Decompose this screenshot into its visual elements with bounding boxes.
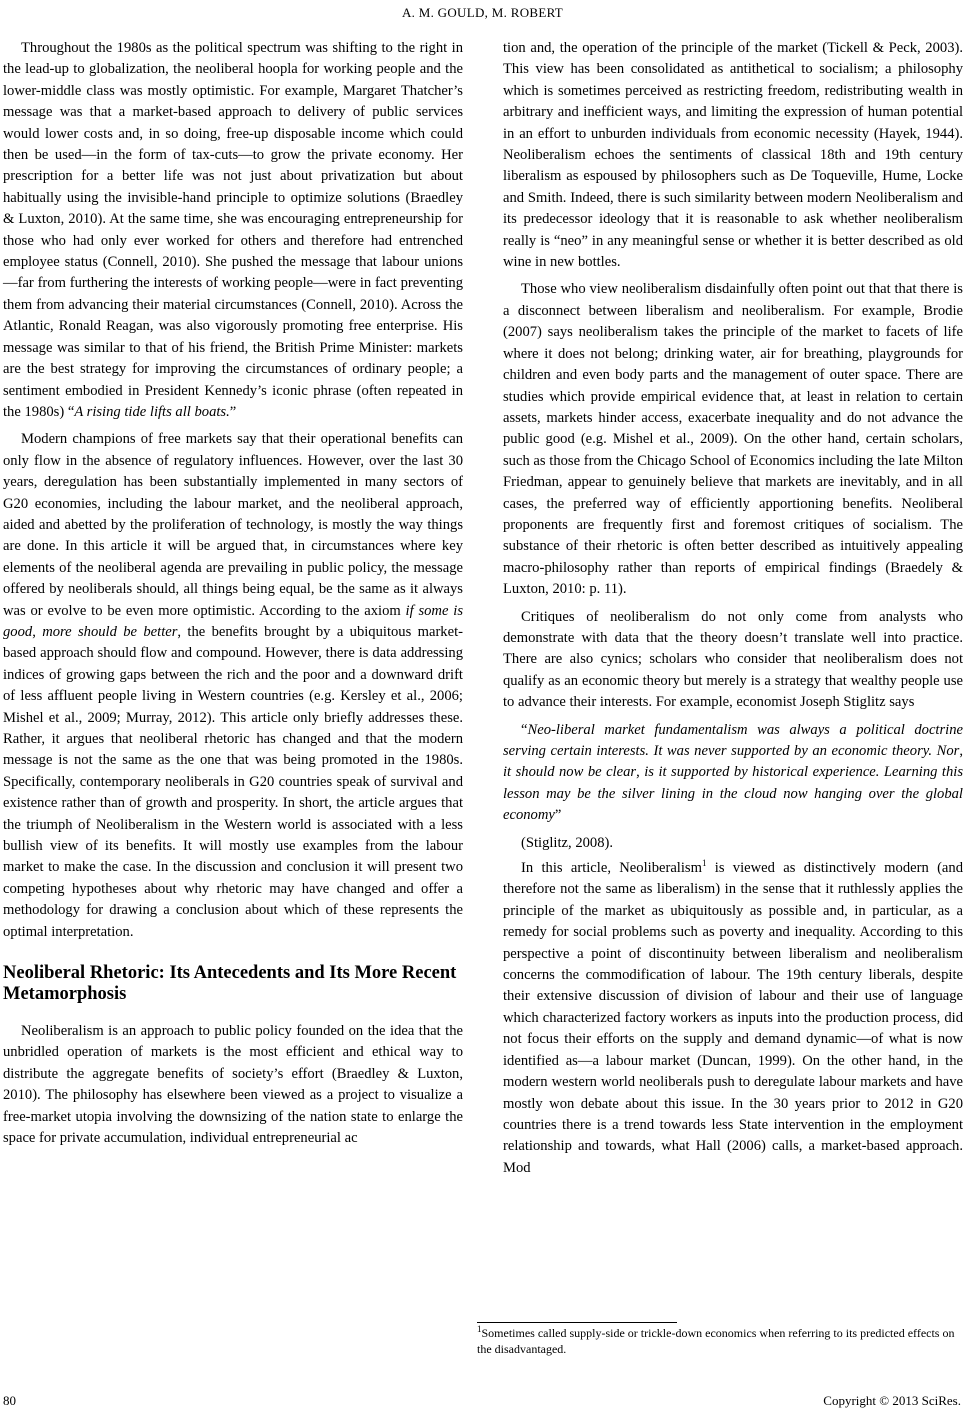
page-number: 80 — [3, 1393, 16, 1408]
footnote: $^1$Sometimes called supply-side or trickle-down economics when referring to its predicted effects on the disadvantaged. — [477, 1324, 955, 1356]
quote-citation: (Stiglitz, 2008). — [521, 834, 614, 851]
paragraph: Neoliberalism is an approach to public policy founded on the idea that the unbridled operation of markets is the most efficient and ethical way to distribute the aggregate benefits of society’s effort (Braedley & Luxton, 2010). The philosophy has elsewhere been viewed as a project to visualize a free-market utopia involving the downsizing of the nation state to enlarge the space for private accumulation, individual entrepreneurial ac — [3, 1023, 463, 1147]
running-head: A. M. GOULD, M. ROBERT — [401, 5, 564, 20]
block-quote: “Neo-liberal market fundamentalism was always a political doctrine serving certain interests. It was never supported by an economic theory. Nor, it should now be clear, is it supported by historical experience. Learning this lesson may be the silver lining in the cloud now hanging over the global economy” — [503, 721, 964, 824]
paragraph: tion and, the operation of the principle of the market (Tickell & Peck, 2003). This view has been consolidated as antithetical to socialism; a philosophy which is sometimes perceived as restricting freedom, redistributing wealth in arbitrary and inefficient ways, and limiting the expression of human potential in an effort to unburden individuals from economic necessity (Hayek, 1944). Neoliberalism echoes the sentiments of classical 18th and 19th century liberalism as espoused by philosophers such as De Toqueville, Hume, Locke and Smith. Indeed, there is such similarity between modern Neoliberalism and its predecessor ideology that it is reasonable to ask whether neoliberalism really is “neo” in any meaningful sense or whether it is better described as old wine in new bottles. — [503, 40, 963, 271]
section-heading: Neoliberal Rhetoric: Its Antecedents and Its More Recent Metamorphosis — [3, 963, 457, 1005]
left-column — [3, 38, 463, 1156]
paragraph: Throughout the 1980s as the political spectrum was shifting to the right in the lead-up to globalization, the neoliberal hoopla for working people and the lower-middle class was mostly optimistic. For example, Margaret Thatcher’s message was that a market-based approach to delivery of public services would lower costs and, in so doing, free-up disposable income which could then be used—in the form of tax-cuts—to grow the private economy. Her prescription for a better life was not just about privatization but about habitually using the invisible-hand principle to optimize solutions (Braedley & Luxton, 2010). At the same time, she was encouraging entrepreneurship for those who had only ever worked for others and therefore had entrenched employee status (Connell, 2010). She pushed the message that labour unions—far from furthering the interests of working people—were in fact preventing them from advancing their material circumstances (Connell, 2010). Across the Atlantic, Ronald Reagan, was also vigorously promoting free enterprise. His message was similar to that of his friend, the British Prime Minister: markets are the best strategy for improving the circumstances of ordinary people; a sentiment embodied in President Kennedy’s iconic phrase (often repeated in the 1980s) “A rising tide lifts all boats.” — [3, 40, 463, 420]
paragraph: Critiques of neoliberalism do not only come from analysts who demonstrate with data that the theory doesn’t translate well into practice. There are also cynics; scholars who consider that neoliberalism does not qualify as an economic theory but merely is a strategy that wealthy people use to advance their interests. For example, economist Joseph Stiglitz says — [503, 608, 963, 711]
right-column — [503, 38, 963, 1185]
paragraph: Modern champions of free markets say that their operational benefits can only flow in the absence of regulatory influences. However, over the last 30 years, deregulation has been substantially implemented in many sectors of G20 economies, including the labour market, and the neoliberal approach, aided and abetted by the proliferation of technology, is mostly the way things are done. In this article it will be argued that, in circumstances where key elements of the neoliberal agenda are prevailing in public policy, the message offered by neoliberals should, all things being equal, be the same as it always was or evolve to be even more optimistic. According to the axiom if some is good, more should be better, the benefits brought by a ubiquitous market-based approach should flow and compound. However, there is data addressing indices of growing gaps between the rich and the poor and a downward drift of less affluent people living in Western countries (e.g. Kersley et al., 2006; Mishel et al., 2009; Murray, 2012). This article only briefly addresses these. Rather, it argues that neoliberal rhetoric has changed and that the modern message is not the same as the one that was being promoted in the 1980s. Specifically, contemporary neoliberals in G20 countries speak of survival and existence rather than of growth and prosperity. In short, the article argues that the triumph of Neoliberalism in the Western world is associated with a less bullish view of its benefits. It will mostly use examples from the labour market to make the case. In the discussion and conclusion it will present two competing hypotheses about why rhetoric may have changed and offer a methodology for drawing a conclusion about which of these represents the optimal interpretation. — [3, 431, 463, 940]
paragraph: In this article, Neoliberalism$^1$ is viewed as distinctively modern (and therefore not the same as liberalism) in the sense that it ruthlessly applies the principle of the market as ubiquitously as possible and, in particular, as a remedy for social problems such as poverty and inequality. According to this perspective a point of discontinuity between liberalism and neoliberalism concerns the commodification of labour. The 19th century liberals, despite their extensive discussion of division of labour and their use of language which characterized factory workers as inputs into the production process, did not focus their efforts on the supply and demand dynamic—of what is now identified as—a labour market (Duncan, 1999). On the other hand, in the modern western world neoliberals push to deregulate labour markets and have mostly won debate about this issue. In the 30 years prior to 2012 in G20 countries there is a trend towards less State intervention in the employment relationship and towards, what Hall (2006) calls, a market-based approach. Mod — [503, 858, 963, 1176]
footnote-divider — [477, 1322, 677, 1323]
copyright-notice: Copyright © 2013 SciRes. — [823, 1393, 961, 1408]
footnote-ref: 1 — [701, 858, 707, 869]
footnote-marker: 1 — [477, 1324, 482, 1334]
paragraph: Those who view neoliberalism disdainfully often point out that that there is a disconnect between liberalism and neoliberalism. For example, Brodie (2007) says neoliberalism takes the principle of the market to facets of life where it does not belong; drinking water, air for breathing, playgrounds for children and even body parts and the management of outer space. There are studies which provide empirical evidence that, at least in relation to certain assets, markets hinder access, exacerbate inequality and do not advance the public good (e.g. Mishel et al., 2009). On the other hand, certain scholars, such as those from the Chicago School of Economics including the late Milton Friedman, appear to genuinely believe that markets are inevitably, and in all cases, the preferred way of efficiently apportioning benefits. Neoliberal proponents are frequently first and foremost critiques of socialism. The substance of their rhetoric is often better described as intuitively appealing macro-philosophy rather than reports of empirical findings (Braedely & Luxton, 2010: p. 11). — [503, 281, 963, 598]
